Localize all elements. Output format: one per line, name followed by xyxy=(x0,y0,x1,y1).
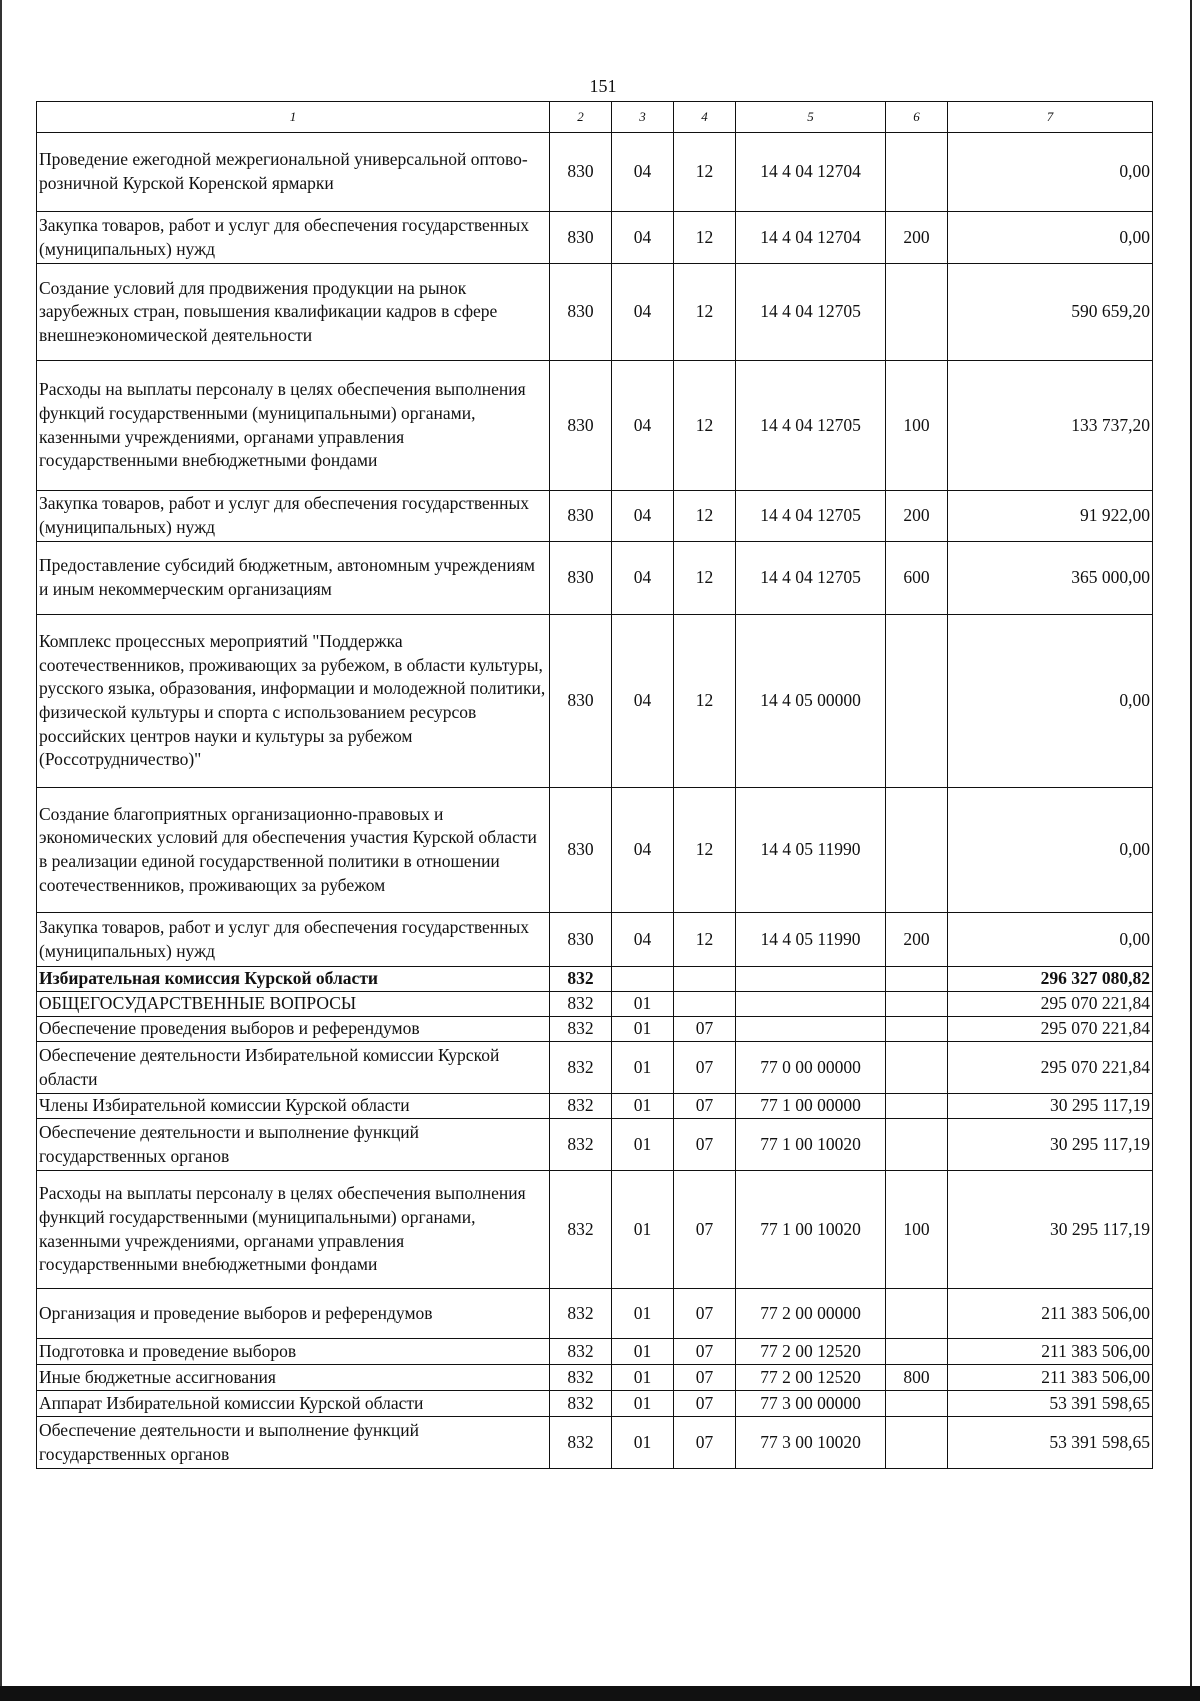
table-row xyxy=(37,491,1153,542)
cell-section: 01 xyxy=(612,1119,674,1171)
cell-expense-type xyxy=(886,1339,948,1365)
table-row xyxy=(37,1417,1153,1469)
table-row xyxy=(37,1094,1153,1119)
cell-name: Обеспечение деятельности Избирательной комиссии Курской области xyxy=(37,1042,550,1094)
cell-target-article: 14 4 04 12704 xyxy=(736,212,886,264)
cell-amount: 133 737,20 xyxy=(948,361,1153,491)
cell-amount: 211 383 506,00 xyxy=(948,1339,1153,1365)
cell-expense-type: 200 xyxy=(886,491,948,542)
cell-target-article: 14 4 04 12705 xyxy=(736,491,886,542)
table-row xyxy=(37,264,1153,361)
cell-target-article xyxy=(736,1017,886,1042)
cell-admin-code: 832 xyxy=(550,1171,612,1289)
cell-subsection: 07 xyxy=(674,1017,736,1042)
cell-subsection: 12 xyxy=(674,361,736,491)
cell-name: ОБЩЕГОСУДАРСТВЕННЫЕ ВОПРОСЫ xyxy=(37,992,550,1017)
cell-expense-type: 100 xyxy=(886,361,948,491)
cell-admin-code: 830 xyxy=(550,491,612,542)
table-row xyxy=(37,788,1153,913)
scan-edge-right xyxy=(1190,0,1192,1701)
budget-table xyxy=(36,101,1153,1469)
cell-admin-code: 832 xyxy=(550,1339,612,1365)
table-row xyxy=(37,913,1153,967)
cell-section: 04 xyxy=(612,788,674,913)
cell-section: 01 xyxy=(612,1391,674,1417)
cell-target-article: 77 2 00 00000 xyxy=(736,1289,886,1339)
cell-expense-type xyxy=(886,1289,948,1339)
cell-subsection: 07 xyxy=(674,1042,736,1094)
cell-expense-type xyxy=(886,264,948,361)
cell-expense-type xyxy=(886,967,948,992)
cell-expense-type xyxy=(886,992,948,1017)
cell-section: 01 xyxy=(612,1339,674,1365)
cell-name: Комплекс процессных мероприятий "Поддержка соотечественников, проживающих за рубежом, в области культуры, русского языка, образования, информации и молодежной политики, физической культуры и спорта с использованием ресурсов российских центров науки и культуры за рубежом (Россотрудничество)" xyxy=(37,615,550,788)
cell-expense-type xyxy=(886,1417,948,1469)
cell-section: 01 xyxy=(612,1171,674,1289)
cell-expense-type xyxy=(886,615,948,788)
cell-section: 01 xyxy=(612,1365,674,1391)
cell-target-article: 77 1 00 10020 xyxy=(736,1171,886,1289)
table-row xyxy=(37,615,1153,788)
cell-target-article: 14 4 05 00000 xyxy=(736,615,886,788)
scan-edge-bottom xyxy=(0,1686,1200,1701)
cell-amount: 30 295 117,19 xyxy=(948,1094,1153,1119)
cell-name: Закупка товаров, работ и услуг для обеспечения государственных (муниципальных) нужд xyxy=(37,491,550,542)
cell-expense-type xyxy=(886,1391,948,1417)
table-row xyxy=(37,1171,1153,1289)
cell-amount: 0,00 xyxy=(948,212,1153,264)
cell-amount: 295 070 221,84 xyxy=(948,992,1153,1017)
table-row xyxy=(37,1017,1153,1042)
cell-amount: 211 383 506,00 xyxy=(948,1365,1153,1391)
cell-target-article: 77 2 00 12520 xyxy=(736,1365,886,1391)
cell-admin-code: 832 xyxy=(550,1391,612,1417)
cell-section: 01 xyxy=(612,1289,674,1339)
cell-target-article: 77 1 00 00000 xyxy=(736,1094,886,1119)
cell-amount: 53 391 598,65 xyxy=(948,1417,1153,1469)
cell-admin-code: 832 xyxy=(550,967,612,992)
cell-admin-code: 830 xyxy=(550,542,612,615)
cell-section: 01 xyxy=(612,992,674,1017)
cell-section: 04 xyxy=(612,542,674,615)
table-row xyxy=(37,212,1153,264)
cell-amount: 0,00 xyxy=(948,913,1153,967)
cell-name: Создание благоприятных организационно-правовых и экономических условий для обеспечения участия Курской области в реализации единой государственной политики в отношении соотечественников, проживающих за рубежом xyxy=(37,788,550,913)
cell-name: Избирательная комиссия Курской области xyxy=(37,967,550,992)
cell-subsection: 12 xyxy=(674,788,736,913)
cell-admin-code: 830 xyxy=(550,913,612,967)
column-number-header xyxy=(37,102,1153,133)
cell-name: Создание условий для продвижения продукции на рынок зарубежных стран, повышения квалификации кадров в сфере внешнеэкономической деятельности xyxy=(37,264,550,361)
cell-section: 04 xyxy=(612,212,674,264)
cell-section: 01 xyxy=(612,1042,674,1094)
cell-amount: 295 070 221,84 xyxy=(948,1042,1153,1094)
cell-subsection: 12 xyxy=(674,542,736,615)
cell-target-article: 14 4 04 12705 xyxy=(736,264,886,361)
table-row xyxy=(37,992,1153,1017)
cell-subsection: 07 xyxy=(674,1391,736,1417)
cell-expense-type: 800 xyxy=(886,1365,948,1391)
cell-subsection: 12 xyxy=(674,264,736,361)
cell-admin-code: 830 xyxy=(550,264,612,361)
cell-admin-code: 832 xyxy=(550,1365,612,1391)
cell-name: Закупка товаров, работ и услуг для обеспечения государственных (муниципальных) нужд xyxy=(37,913,550,967)
cell-name: Обеспечение деятельности и выполнение функций государственных органов xyxy=(37,1119,550,1171)
cell-expense-type xyxy=(886,788,948,913)
cell-subsection: 12 xyxy=(674,133,736,212)
cell-admin-code: 832 xyxy=(550,1289,612,1339)
cell-section: 04 xyxy=(612,133,674,212)
cell-admin-code: 832 xyxy=(550,1119,612,1171)
cell-target-article xyxy=(736,992,886,1017)
cell-subsection: 12 xyxy=(674,491,736,542)
cell-target-article: 14 4 05 11990 xyxy=(736,788,886,913)
cell-target-article: 77 0 00 00000 xyxy=(736,1042,886,1094)
cell-subsection: 07 xyxy=(674,1171,736,1289)
column-header: 1 xyxy=(37,102,550,133)
cell-amount: 91 922,00 xyxy=(948,491,1153,542)
cell-admin-code: 832 xyxy=(550,1017,612,1042)
column-header: 4 xyxy=(674,102,736,133)
cell-admin-code: 830 xyxy=(550,361,612,491)
cell-amount: 0,00 xyxy=(948,788,1153,913)
cell-section: 01 xyxy=(612,1417,674,1469)
table-row xyxy=(37,1391,1153,1417)
table-row xyxy=(37,542,1153,615)
cell-target-article: 14 4 04 12705 xyxy=(736,542,886,615)
cell-amount: 0,00 xyxy=(948,133,1153,212)
cell-section: 04 xyxy=(612,913,674,967)
cell-name: Подготовка и проведение выборов xyxy=(37,1339,550,1365)
table-row xyxy=(37,1042,1153,1094)
cell-amount: 53 391 598,65 xyxy=(948,1391,1153,1417)
cell-name: Закупка товаров, работ и услуг для обеспечения государственных (муниципальных) нужд xyxy=(37,212,550,264)
table-row xyxy=(37,967,1153,992)
cell-subsection: 07 xyxy=(674,1119,736,1171)
cell-target-article: 77 2 00 12520 xyxy=(736,1339,886,1365)
cell-target-article: 14 4 04 12705 xyxy=(736,361,886,491)
table-row xyxy=(37,1289,1153,1339)
cell-subsection: 07 xyxy=(674,1289,736,1339)
cell-subsection: 07 xyxy=(674,1417,736,1469)
cell-name: Обеспечение проведения выборов и референдумов xyxy=(37,1017,550,1042)
cell-name: Расходы на выплаты персоналу в целях обеспечения выполнения функций государственными (муниципальными) органами, казенными учреждениями, органами управления государственными внебюджетными фондами xyxy=(37,1171,550,1289)
cell-name: Расходы на выплаты персоналу в целях обеспечения выполнения функций государственными (муниципальными) органами, казенными учреждениями, органами управления государственными внебюджетными фондами xyxy=(37,361,550,491)
page-number: 151 xyxy=(589,76,617,96)
cell-subsection: 12 xyxy=(674,615,736,788)
cell-amount: 30 295 117,19 xyxy=(948,1171,1153,1289)
cell-target-article xyxy=(736,967,886,992)
cell-subsection: 07 xyxy=(674,1339,736,1365)
cell-name: Иные бюджетные ассигнования xyxy=(37,1365,550,1391)
cell-expense-type xyxy=(886,133,948,212)
cell-amount: 296 327 080,82 xyxy=(948,967,1153,992)
cell-subsection: 07 xyxy=(674,1094,736,1119)
cell-target-article: 14 4 05 11990 xyxy=(736,913,886,967)
cell-name: Организация и проведение выборов и референдумов xyxy=(37,1289,550,1339)
cell-expense-type: 100 xyxy=(886,1171,948,1289)
cell-admin-code: 832 xyxy=(550,1417,612,1469)
cell-section: 01 xyxy=(612,1017,674,1042)
cell-subsection: 12 xyxy=(674,212,736,264)
cell-target-article: 14 4 04 12704 xyxy=(736,133,886,212)
cell-section: 01 xyxy=(612,1094,674,1119)
column-header: 6 xyxy=(886,102,948,133)
cell-admin-code: 832 xyxy=(550,1094,612,1119)
cell-expense-type xyxy=(886,1094,948,1119)
cell-expense-type: 200 xyxy=(886,913,948,967)
cell-target-article: 77 3 00 00000 xyxy=(736,1391,886,1417)
cell-admin-code: 830 xyxy=(550,788,612,913)
cell-section: 04 xyxy=(612,264,674,361)
table-row xyxy=(37,1119,1153,1171)
cell-admin-code: 832 xyxy=(550,992,612,1017)
table-row xyxy=(37,361,1153,491)
cell-amount: 30 295 117,19 xyxy=(948,1119,1153,1171)
cell-name: Предоставление субсидий бюджетным, автономным учреждениям и иным некоммерческим организациям xyxy=(37,542,550,615)
cell-section: 04 xyxy=(612,491,674,542)
cell-name: Обеспечение деятельности и выполнение функций государственных органов xyxy=(37,1417,550,1469)
cell-expense-type: 200 xyxy=(886,212,948,264)
cell-expense-type xyxy=(886,1119,948,1171)
cell-amount: 0,00 xyxy=(948,615,1153,788)
cell-expense-type: 600 xyxy=(886,542,948,615)
cell-subsection: 12 xyxy=(674,913,736,967)
table-row xyxy=(37,1365,1153,1391)
cell-name: Члены Избирательной комиссии Курской области xyxy=(37,1094,550,1119)
cell-section: 04 xyxy=(612,361,674,491)
cell-target-article: 77 3 00 10020 xyxy=(736,1417,886,1469)
cell-amount: 365 000,00 xyxy=(948,542,1153,615)
cell-target-article: 77 1 00 10020 xyxy=(736,1119,886,1171)
cell-subsection xyxy=(674,967,736,992)
cell-amount: 295 070 221,84 xyxy=(948,1017,1153,1042)
cell-admin-code: 830 xyxy=(550,133,612,212)
cell-name: Проведение ежегодной межрегиональной универсальной оптово-розничной Курской Коренской ярмарки xyxy=(37,133,550,212)
column-header: 5 xyxy=(736,102,886,133)
cell-subsection: 07 xyxy=(674,1365,736,1391)
column-header: 2 xyxy=(550,102,612,133)
cell-section xyxy=(612,967,674,992)
cell-name: Аппарат Избирательной комиссии Курской области xyxy=(37,1391,550,1417)
cell-admin-code: 830 xyxy=(550,212,612,264)
table-row xyxy=(37,133,1153,212)
table-row xyxy=(37,1339,1153,1365)
cell-admin-code: 832 xyxy=(550,1042,612,1094)
cell-section: 04 xyxy=(612,615,674,788)
cell-expense-type xyxy=(886,1017,948,1042)
column-header: 3 xyxy=(612,102,674,133)
column-header: 7 xyxy=(948,102,1153,133)
cell-admin-code: 830 xyxy=(550,615,612,788)
scan-edge-left xyxy=(0,0,2,1701)
cell-expense-type xyxy=(886,1042,948,1094)
table-body xyxy=(37,133,1153,1469)
cell-amount: 590 659,20 xyxy=(948,264,1153,361)
cell-subsection xyxy=(674,992,736,1017)
cell-amount: 211 383 506,00 xyxy=(948,1289,1153,1339)
